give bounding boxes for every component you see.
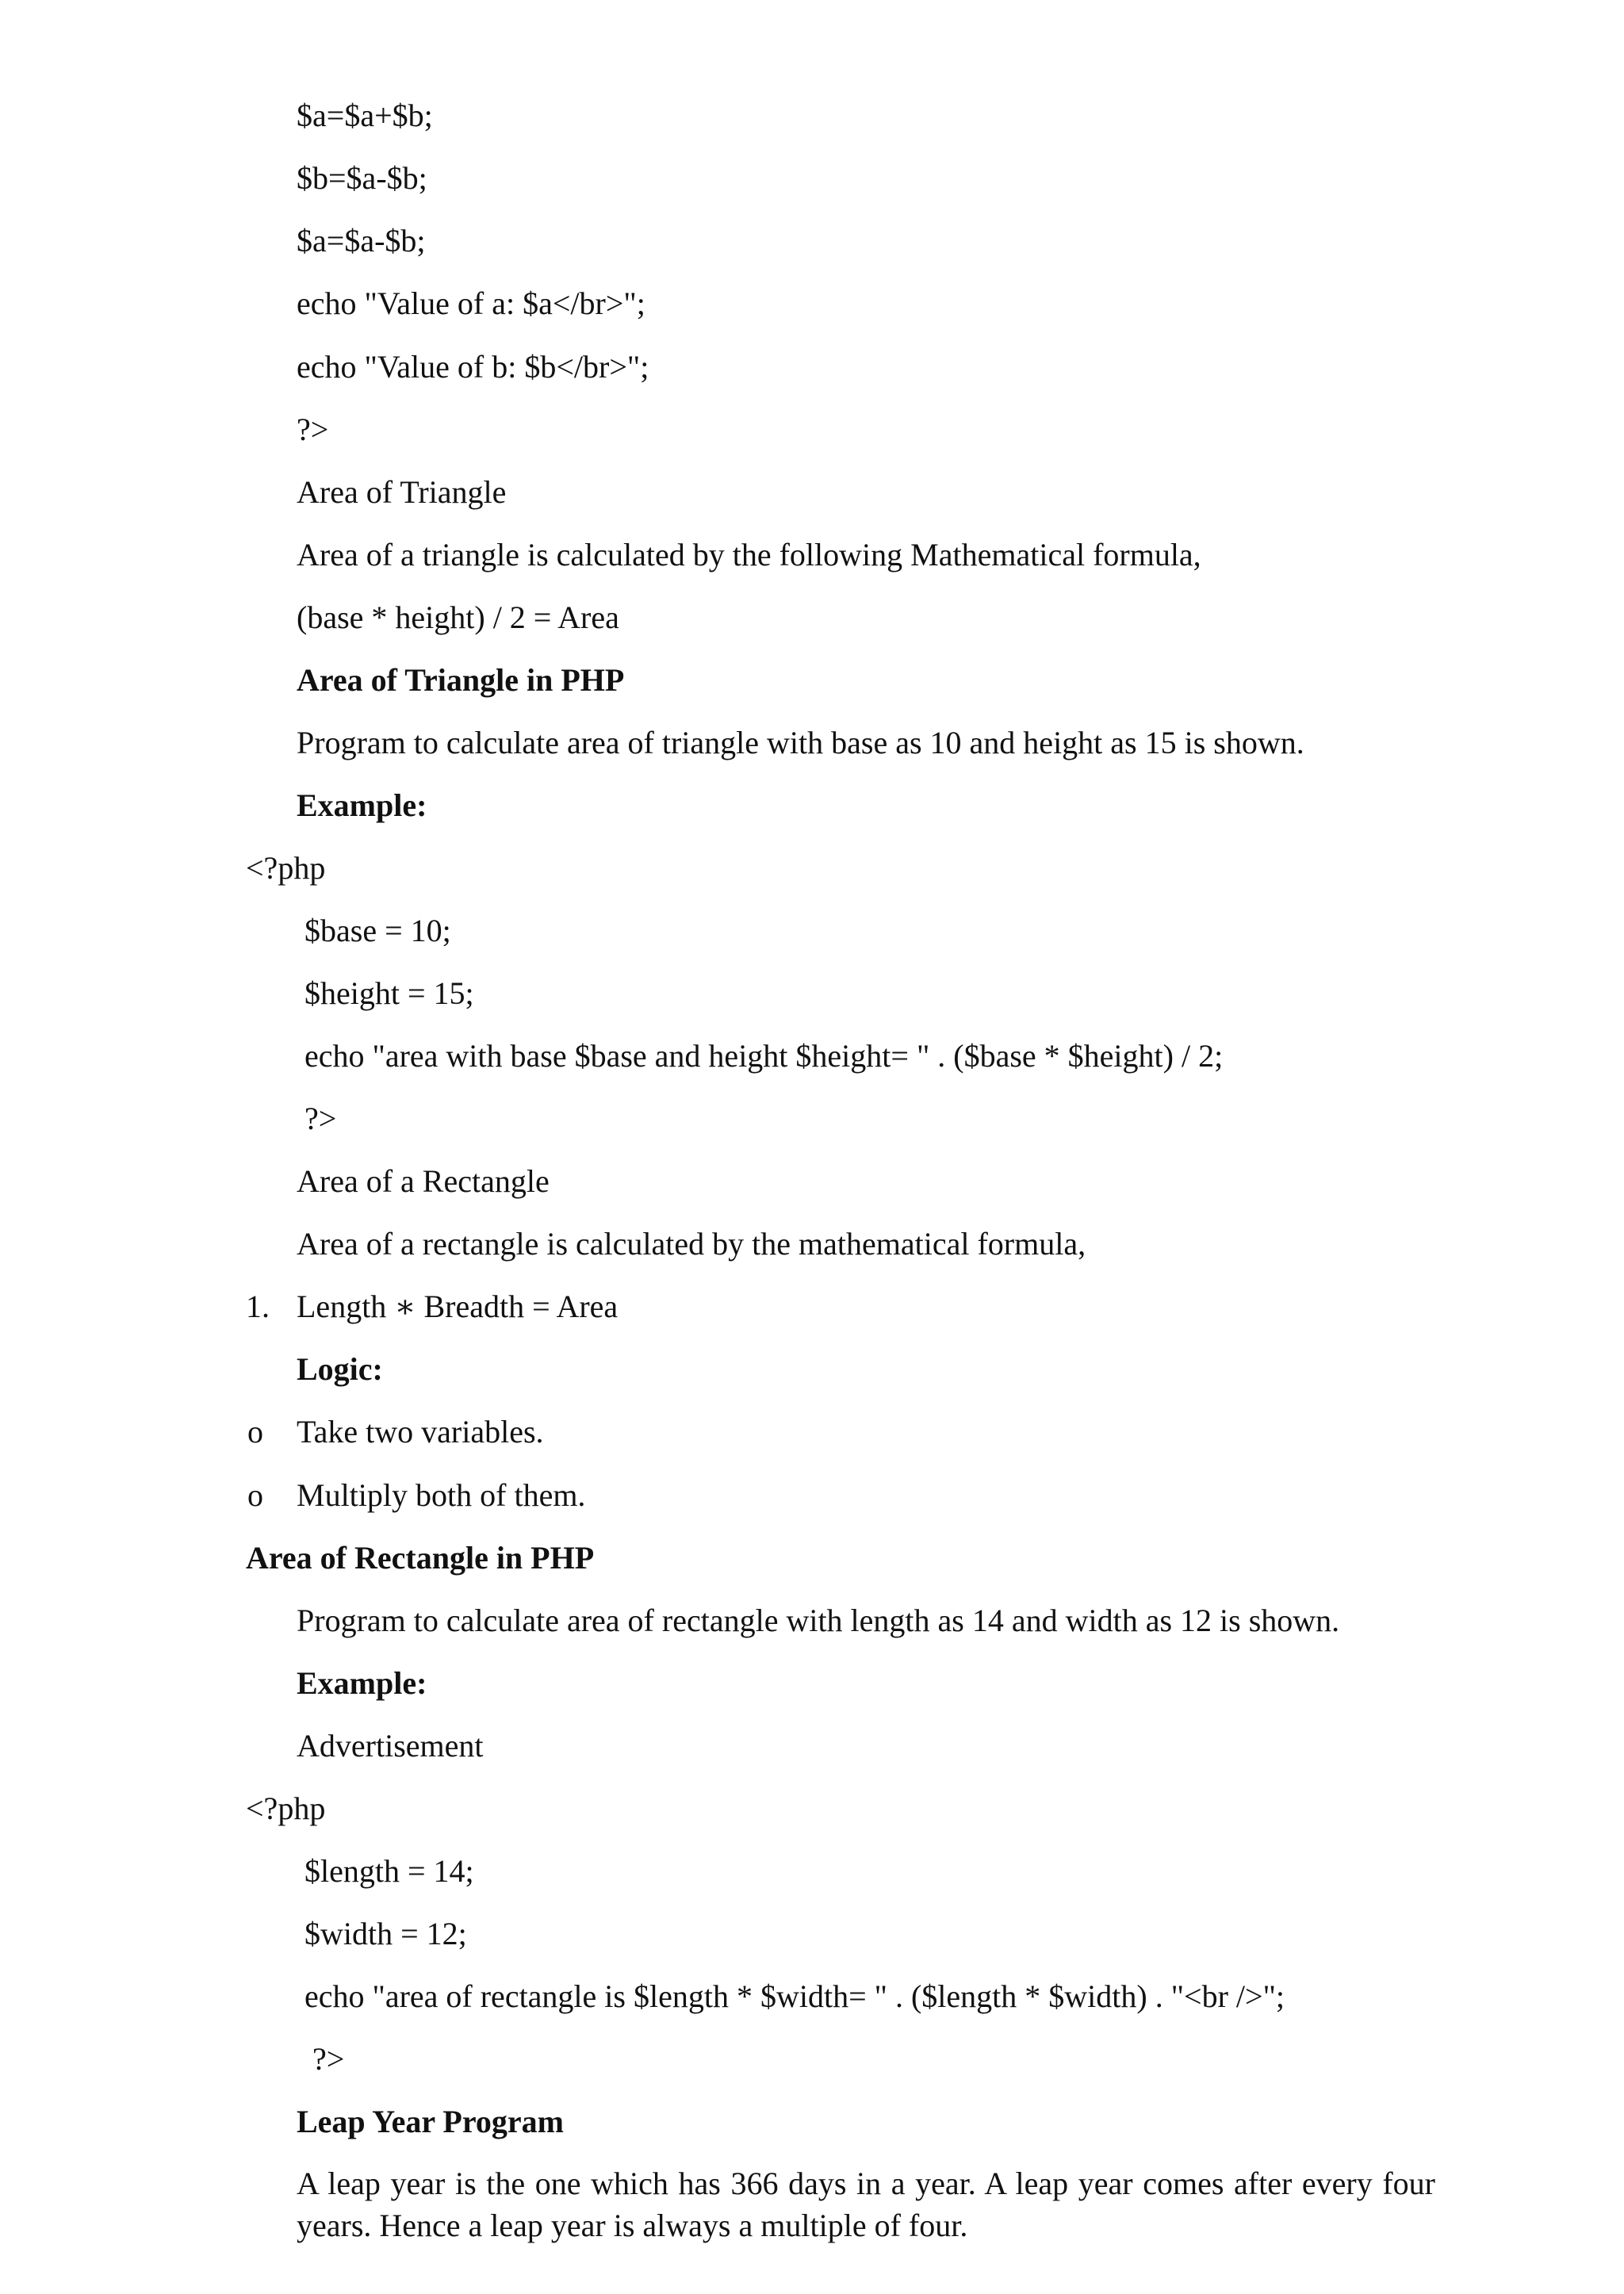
formula: Length ∗ Breadth = Area: [297, 1289, 619, 1324]
code-line: $a=$a+$b;: [297, 98, 433, 133]
formula: (base * height) / 2 = Area: [297, 599, 619, 635]
code-line: $a=$a-$b;: [297, 223, 426, 259]
section-heading: Leap Year Program: [297, 2104, 564, 2139]
code-line: $height = 15;: [304, 975, 474, 1011]
bullet-marker: o: [247, 1414, 263, 1450]
paragraph: Area of a rectangle is calculated by the mathematical formula,: [297, 1226, 1086, 1262]
list-number: 1.: [246, 1289, 270, 1324]
paragraph: A leap year is the one which has 366 days in a year. A leap year comes after every four years. Hence a leap year is always a multiple of four.: [297, 2166, 1435, 2243]
advertisement-label: Advertisement: [297, 1728, 484, 1764]
paragraph: Program to calculate area of triangle with base as 10 and height as 15 is shown.: [297, 725, 1304, 760]
subheading: Area of Rectangle in PHP: [246, 1540, 595, 1576]
code-line: <?php: [246, 850, 326, 886]
bullet-marker: o: [247, 1477, 263, 1513]
logic-label: Logic:: [297, 1351, 383, 1387]
code-line: $b=$a-$b;: [297, 160, 427, 196]
code-line: echo "area with base $base and height $height= " . ($base * $height) / 2;: [304, 1038, 1224, 1074]
code-line: <?php: [246, 1790, 326, 1826]
list-item: Multiply both of them.: [297, 1477, 586, 1513]
code-line: $base = 10;: [304, 913, 451, 948]
example-label: Example:: [297, 787, 427, 823]
section-heading: Area of a Rectangle: [297, 1163, 550, 1199]
code-line: $width = 12;: [304, 1916, 467, 1951]
paragraph: Program to calculate area of rectangle with length as 14 and width as 12 is shown.: [297, 1603, 1340, 1638]
code-line: echo "Value of b: $b</br>";: [297, 349, 649, 385]
example-label: Example:: [297, 1665, 427, 1701]
code-line: $length = 14;: [304, 1853, 474, 1889]
code-line: ?>: [297, 412, 329, 447]
subheading: Area of Triangle in PHP: [297, 662, 625, 698]
code-line: echo "area of rectangle is $length * $width= " . ($length * $width) . "<br />";: [304, 1978, 1285, 2014]
code-line: ?>: [312, 2041, 345, 2077]
code-line: echo "Value of a: $a</br>";: [297, 285, 645, 321]
section-heading: Area of Triangle: [297, 474, 507, 510]
code-line: ?>: [304, 1101, 337, 1136]
list-item: Take two variables.: [297, 1414, 544, 1450]
paragraph: Area of a triangle is calculated by the following Mathematical formula,: [297, 537, 1201, 573]
